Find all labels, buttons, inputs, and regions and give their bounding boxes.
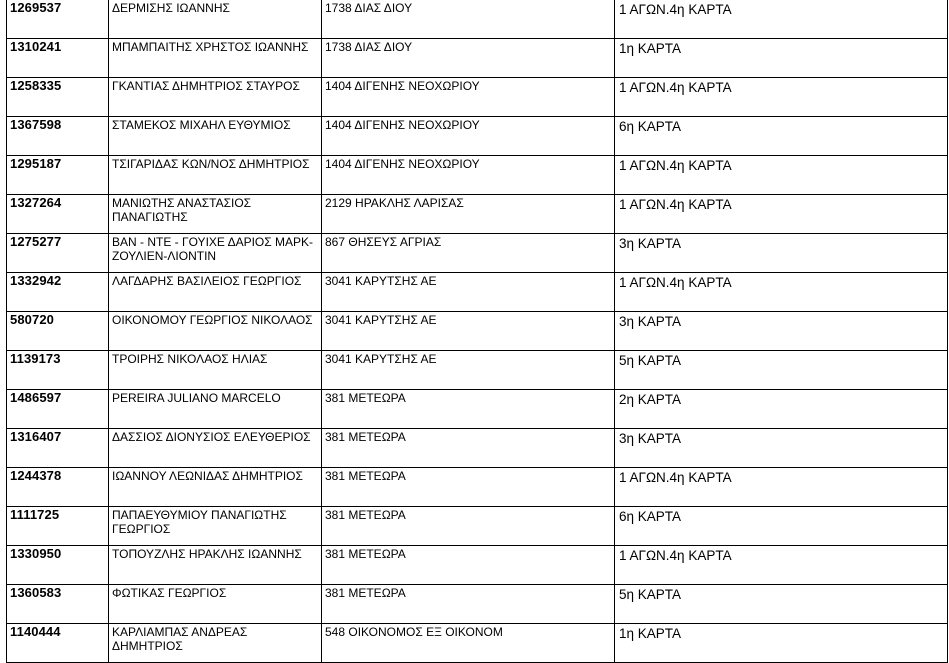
player-name: ΚΑΡΛΙΑΜΠΑΣ ΑΝΔΡΕΑΣ ΔΗΜΗΤΡΙΟΣ <box>112 625 248 653</box>
player-name: ΜΑΝΙΩΤΗΣ ΑΝΑΣΤΑΣΙΟΣ ΠΑΝΑΓΙΩΤΗΣ <box>112 196 252 224</box>
club-name: 381 ΜΕΤΕΩΡΑ <box>325 469 406 483</box>
penalty-cell <box>615 585 948 624</box>
penalty-text: 1 ΑΓΩΝ.4η ΚΑΡΤΑ <box>619 2 732 17</box>
player-id-cell <box>7 39 109 78</box>
player-name-cell <box>109 429 322 468</box>
club-cell <box>322 312 615 351</box>
penalty-cell <box>615 195 948 234</box>
player-id: 1310241 <box>10 39 62 54</box>
player-id-cell <box>7 312 109 351</box>
player-name-cell <box>109 390 322 429</box>
penalty-text: 3η ΚΑΡΤΑ <box>619 431 682 446</box>
player-id-cell <box>7 507 109 546</box>
penalty-cell <box>615 546 948 585</box>
player-name-cell <box>109 117 322 156</box>
player-id-cell <box>7 117 109 156</box>
player-name: ΛΑΓΔΑΡΗΣ ΒΑΣΙΛΕΙΟΣ ΓΕΩΡΓΙΟΣ <box>112 274 302 288</box>
club-cell <box>322 117 615 156</box>
club-name: 3041 ΚΑΡΥΤΣΗΣ ΑΕ <box>325 352 437 366</box>
player-id-cell <box>7 390 109 429</box>
player-id: 1295187 <box>10 156 62 171</box>
penalty-cell <box>615 117 948 156</box>
player-id: 1269537 <box>10 0 62 15</box>
penalty-cell <box>615 390 948 429</box>
table-row <box>7 585 948 624</box>
player-name: ΟΙΚΟΝΟΜΟΥ ΓΕΩΡΓΙΟΣ ΝΙΚΟΛΑΟΣ <box>112 313 313 327</box>
player-id: 1140444 <box>10 624 61 639</box>
player-id-cell <box>7 624 109 663</box>
player-name: ΤΟΠΟΥΖΛΗΣ ΗΡΑΚΛΗΣ ΙΩΑΝΝΗΣ <box>112 547 302 561</box>
penalty-text: 1η ΚΑΡΤΑ <box>619 41 682 56</box>
table-row <box>7 0 948 39</box>
player-name-cell <box>109 195 322 234</box>
table-row <box>7 195 948 234</box>
player-id-cell <box>7 195 109 234</box>
club-name: 867 ΘΗΣΕΥΣ ΑΓΡΙΑΣ <box>325 235 442 249</box>
penalty-cell <box>615 468 948 507</box>
club-cell <box>322 429 615 468</box>
table-row <box>7 39 948 78</box>
player-name: ΜΠΑΜΠΑΙΤΗΣ ΧΡΗΣΤΟΣ ΙΩΑΝΝΗΣ <box>112 40 309 54</box>
player-name: ΙΩΑΝΝΟΥ ΛΕΩΝΙΔΑΣ ΔΗΜΗΤΡΙΟΣ <box>112 469 303 483</box>
table-row <box>7 507 948 546</box>
table-row <box>7 351 948 390</box>
player-id-cell <box>7 429 109 468</box>
player-name-cell <box>109 312 322 351</box>
club-name: 1738 ΔΙΑΣ ΔΙΟΥ <box>325 40 413 54</box>
player-name-cell <box>109 351 322 390</box>
club-name: 1404 ΔΙΓΕΝΗΣ ΝΕΟΧΩΡΙΟΥ <box>325 79 480 93</box>
table-row <box>7 234 948 273</box>
player-name: ΔΕΡΜΙΣΗΣ ΙΩΑΝΝΗΣ <box>112 1 230 15</box>
club-name: 1404 ΔΙΓΕΝΗΣ ΝΕΟΧΩΡΙΟΥ <box>325 118 480 132</box>
table-row <box>7 273 948 312</box>
player-name-cell <box>109 39 322 78</box>
club-name: 381 ΜΕΤΕΩΡΑ <box>325 547 406 561</box>
club-name: 2129 ΗΡΑΚΛΗΣ ΛΑΡΙΣΑΣ <box>325 196 464 210</box>
penalty-cell <box>615 351 948 390</box>
player-name-cell <box>109 156 322 195</box>
club-cell <box>322 39 615 78</box>
club-cell <box>322 273 615 312</box>
club-name: 381 ΜΕΤΕΩΡΑ <box>325 586 406 600</box>
player-id: 1139173 <box>10 351 61 366</box>
player-name-cell <box>109 585 322 624</box>
club-name: 381 ΜΕΤΕΩΡΑ <box>325 430 406 444</box>
club-cell <box>322 0 615 39</box>
table-row <box>7 624 948 663</box>
penalty-text: 3η ΚΑΡΤΑ <box>619 236 682 251</box>
player-id: 1367598 <box>10 117 62 132</box>
penalty-text: 1 ΑΓΩΝ.4η ΚΑΡΤΑ <box>619 470 732 485</box>
player-name: ΣΤΑΜΕΚΟΣ ΜΙΧΑΗΛ ΕΥΘΥΜΙΟΣ <box>112 118 291 132</box>
penalty-text: 1 ΑΓΩΝ.4η ΚΑΡΤΑ <box>619 197 732 212</box>
player-id-cell <box>7 546 109 585</box>
player-id: 1316407 <box>10 429 62 444</box>
penalty-cell <box>615 507 948 546</box>
club-name: 1404 ΔΙΓΕΝΗΣ ΝΕΟΧΩΡΙΟΥ <box>325 157 480 171</box>
penalty-cell <box>615 39 948 78</box>
club-cell <box>322 234 615 273</box>
club-cell <box>322 390 615 429</box>
player-id: 1332942 <box>10 273 62 288</box>
player-name-cell <box>109 273 322 312</box>
player-name-cell <box>109 624 322 663</box>
table-row <box>7 78 948 117</box>
club-cell <box>322 468 615 507</box>
player-id: 1327264 <box>10 195 62 210</box>
penalty-text: 5η ΚΑΡΤΑ <box>619 587 682 602</box>
club-cell <box>322 351 615 390</box>
penalty-text: 2η ΚΑΡΤΑ <box>619 392 682 407</box>
player-id: 1111725 <box>10 507 60 522</box>
club-name: 1738 ΔΙΑΣ ΔΙΟΥ <box>325 1 413 15</box>
player-name-cell <box>109 0 322 39</box>
penalty-cell <box>615 624 948 663</box>
penalty-text: 6η ΚΑΡΤΑ <box>619 119 682 134</box>
table-row <box>7 117 948 156</box>
table-row <box>7 156 948 195</box>
player-id-cell <box>7 351 109 390</box>
player-id-cell <box>7 78 109 117</box>
player-name: ΔΑΣΣΙΟΣ ΔΙΟΝΥΣΙΟΣ ΕΛΕΥΘΕΡΙΟΣ <box>112 430 311 444</box>
penalty-text: 6η ΚΑΡΤΑ <box>619 509 682 524</box>
club-name: 3041 ΚΑΡΥΤΣΗΣ ΑΕ <box>325 313 437 327</box>
penalty-text: 1 ΑΓΩΝ.4η ΚΑΡΤΑ <box>619 548 732 563</box>
player-name: ΤΣΙΓΑΡΙΔΑΣ ΚΩΝ/ΝΟΣ ΔΗΜΗΤΡΙΟΣ <box>112 157 310 171</box>
player-id: 1486597 <box>10 390 62 405</box>
player-name: ΦΩΤΙΚΑΣ ΓΕΩΡΓΙΟΣ <box>112 586 227 600</box>
table-row <box>7 468 948 507</box>
player-id: 1360583 <box>10 585 62 600</box>
player-id: 1244378 <box>10 468 62 483</box>
penalty-text: 5η ΚΑΡΤΑ <box>619 353 682 368</box>
table-row <box>7 546 948 585</box>
penalties-table-body <box>7 0 948 663</box>
club-cell <box>322 507 615 546</box>
penalties-table <box>6 0 948 663</box>
player-id: 580720 <box>10 312 54 327</box>
player-name-cell <box>109 507 322 546</box>
club-cell <box>322 195 615 234</box>
penalty-cell <box>615 312 948 351</box>
player-id-cell <box>7 273 109 312</box>
player-name: ΠΑΠΑΕΥΘΥΜΙΟΥ ΠΑΝΑΓΙΩΤΗΣ ΓΕΩΡΓΙΟΣ <box>112 508 287 536</box>
player-name-cell <box>109 468 322 507</box>
table-row <box>7 312 948 351</box>
player-name: ΤΡΟΙΡΗΣ ΝΙΚΟΛΑΟΣ ΗΛΙΑΣ <box>112 352 268 366</box>
player-id: 1258335 <box>10 78 62 93</box>
table-row <box>7 429 948 468</box>
player-id: 1275277 <box>10 234 62 249</box>
penalty-text: 1η ΚΑΡΤΑ <box>619 626 682 641</box>
player-id-cell <box>7 585 109 624</box>
penalty-cell <box>615 273 948 312</box>
player-id-cell <box>7 468 109 507</box>
penalty-text: 1 ΑΓΩΝ.4η ΚΑΡΤΑ <box>619 158 732 173</box>
penalty-cell <box>615 78 948 117</box>
penalty-text: 3η ΚΑΡΤΑ <box>619 314 682 329</box>
penalty-text: 1 ΑΓΩΝ.4η ΚΑΡΤΑ <box>619 80 732 95</box>
penalty-text: 1 ΑΓΩΝ.4η ΚΑΡΤΑ <box>619 275 732 290</box>
penalty-cell <box>615 0 948 39</box>
player-name: PEREIRA JULIANO MARCELO <box>112 391 281 405</box>
player-name: ΓΚΑΝΤΙΑΣ ΔΗΜΗΤΡΙΟΣ ΣΤΑΥΡΟΣ <box>112 79 300 93</box>
penalty-cell <box>615 156 948 195</box>
table-row <box>7 390 948 429</box>
player-id-cell <box>7 0 109 39</box>
club-cell <box>322 546 615 585</box>
player-id-cell <box>7 156 109 195</box>
club-name: 3041 ΚΑΡΥΤΣΗΣ ΑΕ <box>325 274 437 288</box>
club-cell <box>322 156 615 195</box>
club-cell <box>322 624 615 663</box>
club-name: 381 ΜΕΤΕΩΡΑ <box>325 391 406 405</box>
club-name: 548 ΟΙΚΟΝΟΜΟΣ ΕΞ ΟΙΚΟΝΟΜ <box>325 625 503 639</box>
club-cell <box>322 78 615 117</box>
club-name: 381 ΜΕΤΕΩΡΑ <box>325 508 406 522</box>
player-name-cell <box>109 234 322 273</box>
penalty-cell <box>615 234 948 273</box>
player-id-cell <box>7 234 109 273</box>
club-cell <box>322 585 615 624</box>
penalty-cell <box>615 429 948 468</box>
player-name-cell <box>109 546 322 585</box>
player-id: 1330950 <box>10 546 62 561</box>
player-name: ΒΑΝ - ΝΤΕ - ΓΟΥΙΧΕ ΔΑΡΙΟΣ ΜΑΡΚ-ΖΟΥΛΙΕΝ-ΛΙΟΝΤΙΝ <box>112 235 314 263</box>
player-name-cell <box>109 78 322 117</box>
